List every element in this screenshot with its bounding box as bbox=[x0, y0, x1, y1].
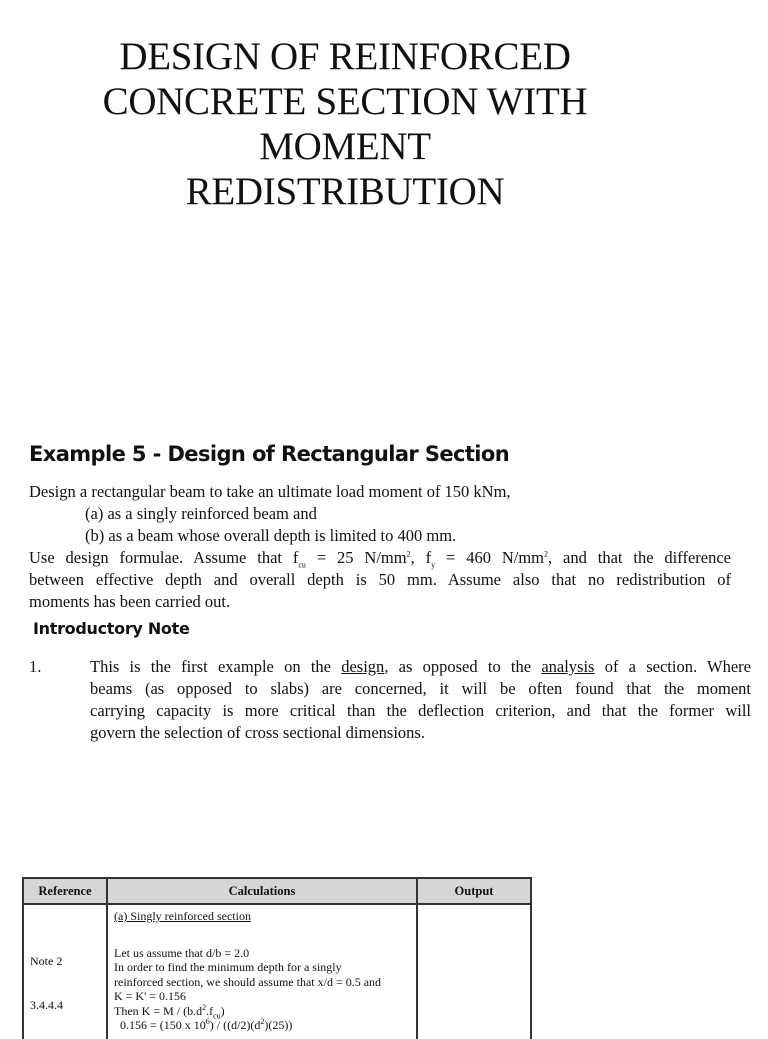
note-number: 1. bbox=[29, 657, 42, 676]
example-heading: Example 5 - Design of Rectangular Section bbox=[29, 442, 510, 466]
table-row bbox=[23, 904, 531, 1039]
assumption-line: Use design formulae. Assume that $f_{cu} = 25$ $N/mm^2$, $f_y = 460$ $N/mm^2$, and that the difference bbox=[29, 548, 731, 570]
section-title: (a) Singly reinforced section bbox=[114, 909, 251, 923]
note-line: carrying capacity is more critical than the deflection criterion, and that the former will bbox=[90, 701, 751, 720]
calc-line: reinforced section, we should assume that x/d = 0.5 and bbox=[114, 974, 382, 989]
calc-line: In order to find the minimum depth for a singly bbox=[114, 960, 342, 974]
title-line: CONCRETE SECTION WITH bbox=[102, 80, 588, 123]
calculations-cell bbox=[107, 904, 417, 1039]
table-header-row bbox=[23, 878, 531, 904]
title-line: REDISTRIBUTION bbox=[185, 170, 505, 213]
ref-note: Note 2 bbox=[30, 954, 63, 968]
item-b: (b) as a beam whose overall depth is limited to 400 mm. bbox=[85, 526, 457, 545]
intro-note bbox=[29, 656, 751, 744]
ref-clause: 3.4.4.4 bbox=[30, 997, 63, 1012]
item-a: (a) as a singly reinforced beam and bbox=[85, 504, 317, 523]
calc-line: Then $K = M / (b.d^2.f_{cu})$ bbox=[114, 1002, 225, 1020]
calculation-table bbox=[22, 877, 532, 1039]
note-line: beams (as opposed to slabs) are concerned, it will be often found that the moment bbox=[90, 679, 751, 698]
calc-line: 0.156 = (150 x $10^6) / ((d/2)(d^2)(25))$ bbox=[120, 1017, 293, 1032]
intro-note-heading: Introductory Note bbox=[33, 619, 190, 638]
header-reference: Reference bbox=[23, 878, 107, 904]
calc-line: Let us assume that d/b = 2.0 bbox=[114, 945, 250, 960]
assumption-line-3: moments has been carried out. bbox=[29, 592, 231, 611]
title-line: MOMENT bbox=[259, 125, 431, 168]
intro-text: Design a rectangular beam to take an ultimate load moment of 150 kNm, bbox=[29, 482, 511, 501]
note-line: This is the first example on the design, as opposed to the analysis of a section. Where bbox=[90, 657, 751, 676]
document-title bbox=[0, 34, 690, 214]
reference-cell bbox=[23, 904, 107, 1039]
title-line: DESIGN OF REINFORCED bbox=[119, 35, 571, 78]
header-calculations: Calculations bbox=[107, 878, 417, 904]
output-cell bbox=[417, 904, 531, 1039]
note-line: govern the selection of cross sectional dimensions. bbox=[90, 723, 425, 742]
assumption-line-2: between effective depth and overall depth is 50 mm. Assume also that no redistribution of bbox=[29, 570, 731, 589]
header-output: Output bbox=[417, 878, 531, 904]
problem-statement bbox=[29, 481, 731, 613]
calc-line: K = K' = 0.156 bbox=[114, 989, 187, 1003]
